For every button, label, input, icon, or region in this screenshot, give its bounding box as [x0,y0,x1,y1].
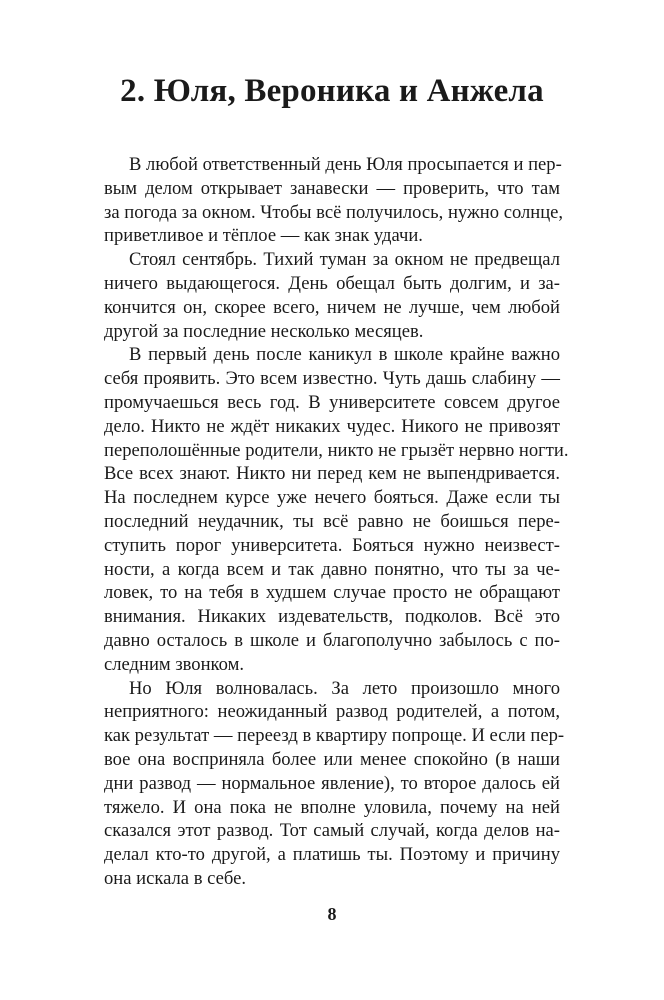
page-number: 8 [327,904,337,924]
text-line: вое она восприняла более или менее спокойно (в наши [104,748,560,770]
text-line: последний неудачник, ты всё равно не боишься пере- [104,510,560,532]
text-line: Стоял сентябрь. Тихий туман за окном не предвещал [129,249,560,271]
text-line: неприятного: неожиданный развод родителей, а потом, [104,701,560,723]
text-line: промучаешься весь год. В университете совсем другое [104,391,560,413]
text-line: В любой ответственный день Юля просыпается и пер- [129,154,562,175]
text-line: Все всех знают. Никто ни перед кем не выпендривается. [104,463,560,485]
text-line: другой за последние несколько месяцев. [104,320,424,342]
body-text [104,153,569,891]
text-line: себя проявить. Это всем известно. Чуть дашь слабину — [104,368,560,390]
text-line: внимания. Никаких издевательств, подколов. Всё это [104,606,560,628]
text-line: следним звонком. [104,653,245,675]
text-line: ловек, то на тебя в худшем случае просто не обращают [104,582,560,604]
chapter-title: 2. Юля, Вероника и Анжела [120,73,544,109]
text-line: как результат — переезд в квартиру попроще. И если пер- [104,725,565,747]
text-line: ступить порог университета. Бояться нужно неизвест- [104,534,560,556]
text-line: В первый день после каникул в школе крайне важно [129,344,560,366]
text-line: Но Юля волновалась. За лето произошло много [129,677,560,699]
text-line: за погода за окном. Чтобы всё получилось, нужно солнце, [104,201,564,223]
text-line: сказался этот развод. Тот самый случай, когда делов на- [104,820,560,842]
text-line: делал кто-то другой, а платишь ты. Поэтому и причину [104,844,560,866]
text-line: давно осталось в школе и благополучно забылось с по- [104,629,560,651]
text-line: переполошённые родители, никто не грызёт нервно ногти. [104,439,569,461]
text-line: ничего выдающегося. День обещал быть долгим, и за- [104,272,560,294]
text-line: вым делом открывает занавески — проверить, что там [104,177,560,199]
text-line: кончится он, скорее всего, ничем не лучше, чем любой [104,296,560,318]
text-line: она искала в себе. [104,867,246,889]
text-line: приветливое и тёплое — как знак удачи. [104,225,423,247]
text-line: дело. Никто не ждёт никаких чудес. Никого не привозят [104,415,560,437]
text-line: дни развод — нормальное явление), то второе далось ей [104,772,560,794]
text-line: На последнем курсе уже нечего бояться. Даже если ты [104,487,560,509]
text-line: ности, а когда всем и так давно понятно, что ты за че- [104,558,560,580]
text-line: тяжело. И она пока не вполне уловила, почему на ней [104,796,560,818]
